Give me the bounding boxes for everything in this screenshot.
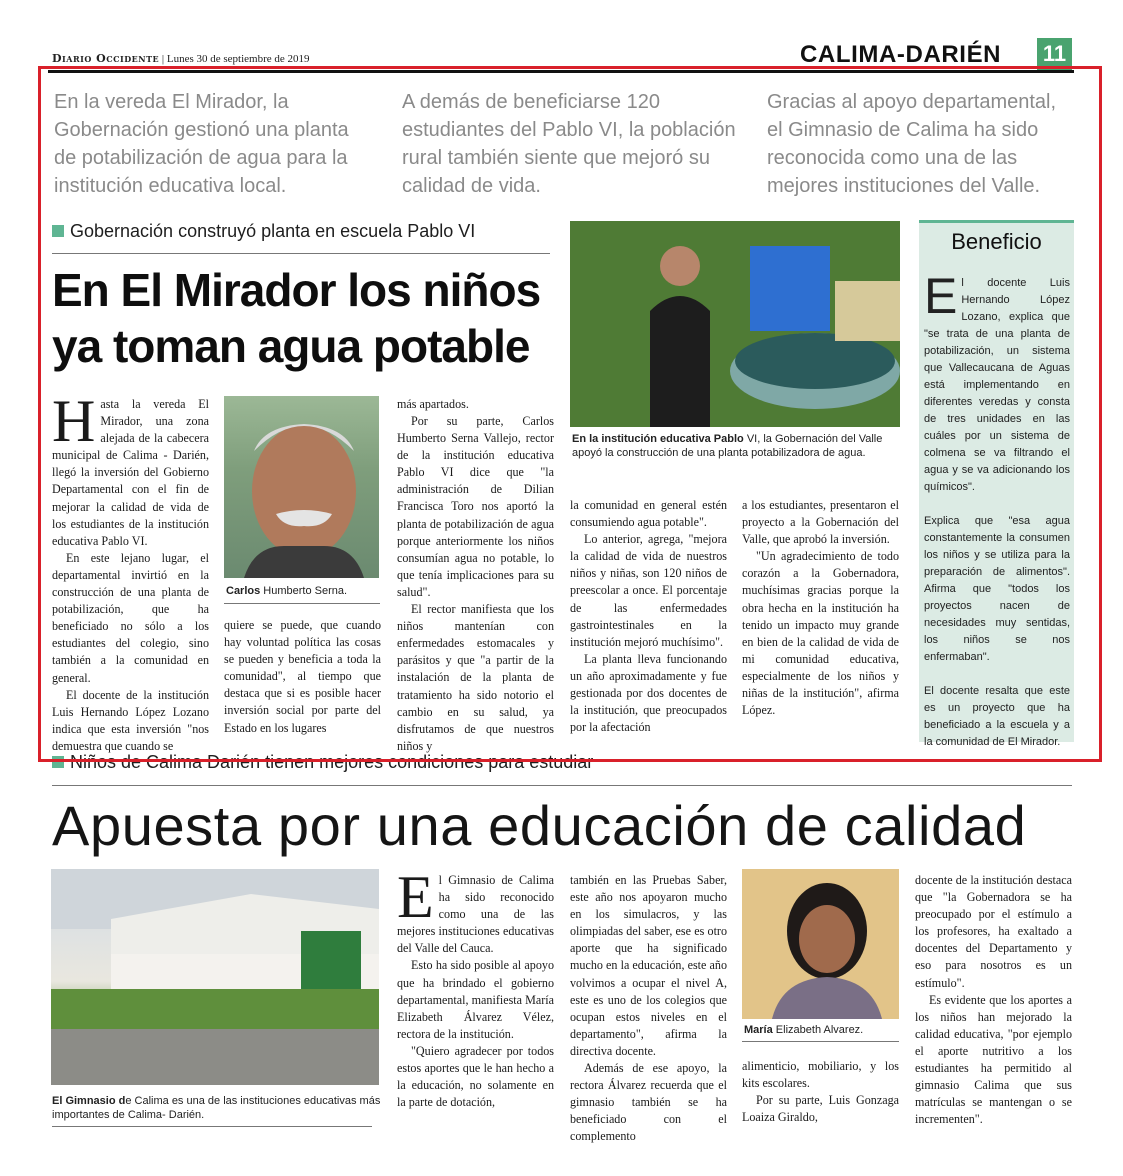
beneficio-sidebar	[919, 220, 1074, 748]
article1-paragraph: la comunidad en general estén consumiendo agua potable".	[570, 498, 727, 530]
caption-text: Elizabeth Alvarez.	[772, 1024, 864, 1036]
article1-paragraph: Por su parte, Carlos Humberto Serna Vallejo, rector de la institución educativa Pablo VI dice que "la administración de Dilian Francisca Toro nos aportó la planta de potabilización de agua porque anteriormente los niños consumían agua no potable, lo que tenía implicaciones para su salud".	[397, 414, 554, 599]
article2-column-i	[915, 872, 1072, 1128]
carlos-serna-portrait-photo	[224, 396, 379, 578]
article2-paragraph-text: l Gimnasio de Calima ha sido reconocido como una de las mejores instituciones educativas del Valle del Cauca.	[397, 873, 554, 956]
article2-column-h	[742, 1058, 899, 1126]
caption-bold: En la institución educativa Pablo	[572, 433, 744, 445]
article2-paragraph: docente de la institución destaca que "la Gobernadora se ha preocupado por el estímulo a los profesores, ha exaltado a docentes del Departamento y eso para nosotros es un estímulo".	[915, 873, 1072, 990]
article1-paragraph: El rector manifiesta que los niños mantenían con enfermedades estomacales y parásitos y que "a partir de la instalación de la planta de tratamiento ha sido notorio el cambio en su salud, ya disfrutamos de que nuestros niños y	[397, 602, 554, 753]
article1-column-b-bottom	[224, 617, 381, 737]
section-title: CALIMA-DARIÉN	[800, 41, 1002, 68]
caption-divider	[52, 1126, 372, 1127]
sidebar-title: Beneficio	[951, 229, 1042, 254]
sidebar-text	[924, 268, 1070, 768]
school-photo-caption	[52, 1094, 382, 1122]
masthead-separator: |	[161, 53, 167, 65]
article2-column-f	[397, 864, 554, 1111]
article2-paragraph: Por su parte, Luis Gonzaga Loaiza Giraldo,	[742, 1093, 899, 1125]
article2-kicker-text: Niños de Calima Darién tienen mejores condiciones para estudiar	[70, 752, 594, 772]
issue-date: Lunes 30 de septiembre de 2019	[166, 53, 310, 65]
article1-paragraph: a los estudiantes, presentaron el proyecto a la Gobernación del Valle, que aprobó la inversión.	[742, 498, 899, 547]
article1-paragraph: Lo anterior, agrega, "mejora la calidad de vida de nuestros niños y niñas, son 120 niños de preescolar a once. El porcentaje de las enfermedades gastrointestinales en la institución mejoró muchísimo".	[570, 532, 727, 649]
sidebar-paragraph: El docente resalta que este es un proyecto que ha beneficiado a la escuela y a la comunidad de El Mirador.	[924, 685, 1070, 748]
article1-column-d	[570, 497, 727, 736]
article1-paragraph-text: asta la vereda El Mirador, una zona alejada de la cabecera municipal de Calima - Darién, llegó la inversión del Gobierno Departamental con el fin de mejorar la calidad de vida de los estudiantes de la institución educativa Pablo VI.	[52, 397, 209, 548]
article2-headline: Apuesta por una educación de calidad	[52, 794, 1027, 857]
sidebar-paragraph-text: l docente Luis Hernando López Lozano, explica que "se trata de una planta de potabilización, un sistema que Vallecaucana de Aguas está implementando en diferentes veredas y consta de tres unidades en las cuáles por un sistema de colmena se va filtrando el agua y se va adicionando los químicos".	[924, 277, 1070, 493]
article1-paragraph: La planta lleva funcionando un año aproximadamente y fue gestionada por dos docentes de la institución, que preocupados por la afectación	[570, 651, 727, 735]
article1-paragraph: En este lejano lugar, el departamental invirtió en la construcción de una planta de potabilización, que ha beneficiado no sólo a los estudiantes del colegio, sino también a la comunidad en general.	[52, 550, 209, 685]
article2-paragraph	[397, 864, 554, 957]
caption-divider	[742, 1041, 899, 1042]
caption-text: VI, la Gobernación del Valle apoyó la construcción de una planta potabilizadora de agua.	[572, 433, 883, 459]
maria-alvarez-portrait-photo	[742, 869, 899, 1019]
caption-bold: El Gimnasio d	[52, 1095, 126, 1107]
maria-photo-caption	[744, 1024, 863, 1036]
article1-column-a	[52, 388, 209, 755]
article2-dropcap: E	[397, 864, 434, 930]
summary-deck-2: A demás de beneficiarse 120 estudiantes del Pablo VI, la población rural también siente que mejoró su calidad de vida.	[402, 91, 736, 197]
article1-paragraph: "Un agradecimiento de todo corazón a la Gobernadora, muchísimas gracias porque la obra hecha en la institución ha tenido un impacto muy grande en bien de la calidad de vida de mi comunidad educativa, especialmente de los niños y niñas de la institución", afirma López.	[742, 549, 899, 718]
article2-kicker	[52, 752, 593, 773]
caption-divider	[224, 603, 380, 604]
caption-text: e Calima es una de las instituciones educativas más importantes de Calima- Darién.	[52, 1095, 381, 1121]
article2-paragraph: Es evidente que los aportes a los niños han mejorado la calidad educativa, "por ejemplo el aporte nutritivo a los estudiantes ha permitido al gimnasio Calima que sus matrículas se mantengan o se incrementen".	[915, 992, 1072, 1127]
article1-column-b-top	[397, 396, 553, 413]
summary-deck-1: En la vereda El Mirador, la Gobernación gestionó una planta de potabilización de agua para la institución educativa local.	[54, 91, 349, 197]
carlos-photo-caption	[226, 585, 347, 597]
article1-paragraph	[52, 388, 209, 550]
water-plant-photo	[570, 221, 900, 427]
kicker-square-icon	[52, 756, 64, 768]
article2-kicker-divider	[52, 785, 1072, 786]
article1-column-c	[397, 413, 554, 755]
article1-kicker	[52, 221, 475, 242]
article1-dropcap: H	[52, 388, 96, 454]
article2-column-g	[570, 872, 727, 1146]
article2-paragraph: "Quiero agradecer por todos estos aportes que le han hecho a la educación, no solamente en la parte de dotación,	[397, 1043, 554, 1110]
caption-text: Humberto Serna.	[260, 585, 348, 597]
sidebar-dropcap: E	[924, 268, 958, 324]
newspaper-name: Diario Occidente	[52, 52, 160, 65]
article2-paragraph: Además de ese apoyo, la rectora Álvarez recuerda que el gimnasio también se ha beneficiado con el complemento	[570, 1061, 727, 1144]
caption-bold: Carlos	[226, 585, 261, 597]
gimnasio-calima-building-photo	[51, 869, 379, 1085]
summary-deck-3: Gracias al apoyo departamental, el Gimnasio de Calima ha sido reconocida como una de las mejores instituciones del Valle.	[767, 91, 1057, 197]
article2-paragraph: también en las Pruebas Saber, este año nos apoyaron mucho en los simulacros, y las olimpiadas del saber, ese es otro aporte que ha significado mucho en la educación, este año volvimos a ocupar el nivel A, este es uno de los colegios que ocupan estos niveles en el departamento", afirma la directiva docente.	[570, 873, 727, 1058]
kicker-square-icon	[52, 225, 64, 237]
article1-paragraph: más apartados.	[397, 397, 469, 411]
article1-kicker-text: Gobernación construyó planta en escuela Pablo VI	[70, 221, 476, 241]
article1-paragraph: quiere se puede, que cuando hay voluntad política las cosas se pueden y beneficia a toda la comunidad", al tiempo que destaca que si es posible hacer inversión social por parte del Estado en los lugares	[224, 618, 381, 735]
masthead-date-line	[52, 52, 310, 65]
sidebar-paragraph	[924, 268, 1070, 496]
article2-paragraph: alimenticio, mobiliario, y los kits escolares.	[742, 1059, 899, 1091]
page-number-badge: 11	[1037, 38, 1072, 70]
article1-paragraph: El docente de la institución Luis Hernando López Lozano indica que esta inversión "nos demuestra que cuando se	[52, 687, 209, 753]
caption-bold: María	[744, 1024, 773, 1036]
water-plant-caption	[572, 432, 900, 460]
article2-paragraph: Esto ha sido posible al apoyo que ha brindado el gobierno departamental, manifiesta María Elizabeth Álvarez Vélez, rectora de la institución.	[397, 958, 554, 1041]
article1-headline: En El Mirador los niños ya toman agua potable	[52, 264, 541, 372]
masthead-divider	[48, 70, 1074, 73]
article1-kicker-divider	[52, 253, 550, 254]
article1-column-e	[742, 497, 899, 719]
sidebar-paragraph: Explica que "esa agua constantemente la consumen los niños y se utiliza para la preparación de alimentos". Afirma que "todos los proyectos nacen de necesidades muy sentidas, los niños se nos enfermaban".	[924, 515, 1070, 663]
